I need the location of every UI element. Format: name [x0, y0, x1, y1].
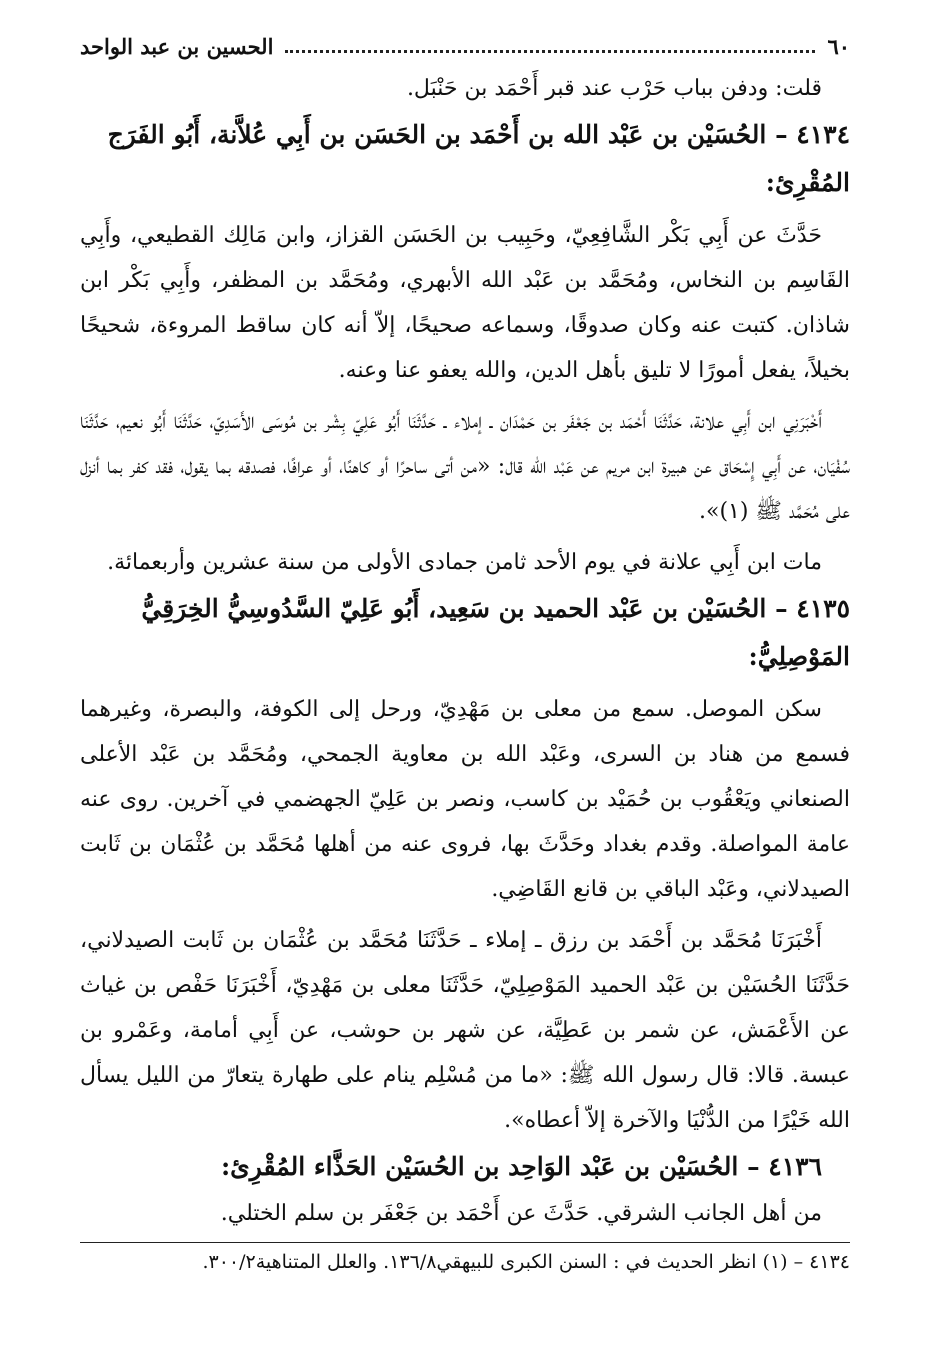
paragraph-4135-hadith: أَخْبَرَنَا مُحَمَّد بن أَحْمَد بن رزق ـ إملاء ـ حَدَّثَنَا مُحَمَّد بن عُثْمَان بن ثَابت الصيدلاني، حَدَّثَنَا الحُسَيْن بن عَبْد الحميد المَوْصِلِيّ، حَدَّثَنَا معلى بن مَهْدِيّ، أَخْبَرَنَا حَفْص بن غياث عن الأَعْمَش، عن شمر بن عَطِيَّة، عن شهر بن حوشب، عن أَبِي أمامة، وعَمْرو بن عبسة. قالا: قال رسول الله ﷺ: «ما من مُسْلِم ينام على طهارة يتعارّ من الليل يسأل الله خَيْرًا من الدُّنْيَا والآخرة إلاّ أعطاه».: [80, 928, 850, 1133]
entry-heading-4134: ٤١٣٤ – الحُسَيْن بن عَبْد الله بن أَحْمَد بن الحَسَن بن أَبِي عُلاَّنة، أَبُو الفَرَج المُقْرِئ:: [107, 120, 850, 197]
header-dot-leader: [285, 40, 815, 53]
paragraph-4136-bio: من أهل الجانب الشرقي. حَدَّثَ عن أَحْمَد بن جَعْفَر بن سلم الختلي.: [220, 1201, 822, 1226]
paragraph-burial-note: قلت: ودفن بباب حَرْب عند قبر أَحْمَد بن حَنْبَل.: [406, 76, 822, 101]
footnote: ٤١٣٤ – (١) انظر الحديث في : السنن الكبرى للبيهقي١٣٦/٨. والعلل المتناهية٣٠٠/٢.: [202, 1251, 850, 1273]
page-header: [80, 30, 850, 62]
paragraph-4134-hadith: أَخْبَرَنِي ابن أَبِي علانة، حَدَّثَنَا أَحْمَد بن جَعْفَر بن حَمْدَان ـ إملاء ـ حَدَّثَنَا أَبُو عَلِيّ بِشْر بن مُوسَى الأَسَدِيّ، حَدَّثَنَا أَبُو نعيم، حَدَّثَنَا سُفْيَان، عن أَبِي إِسْحَاق عن هبيرة ابن مريم عن عَبْد الله قال: «من أتى ساحرًا أو كاهنًا، أو عرافًا، فصدقه بما يقول، فقد كفر بما أنزل على مُحَمَّد ﷺ (١)».: [80, 409, 850, 524]
paragraph-4134-bio: حَدَّثَ عن أَبِي بَكْر الشَّافِعِيّ، وحَبِيب بن الحَسَن القزاز، وابن مَالِك القطيعي، وأَبِي القَاسِم بن النخاس، ومُحَمَّد بن عَبْد الله الأبهري، ومُحَمَّد بن المظفر، وأَبِي بَكْر ابن شاذان. كتبت عنه وكان صدوقًا، وسماعه صحيحًا، إلاّ أنه كان ساقط المروءة، شحيحًا بخيلاً، يفعل أمورًا لا تليق بأهل الدين، والله يعفو عنا وعنه.: [80, 223, 850, 383]
footnote-divider: [80, 1242, 850, 1243]
paragraph-4135-bio: سكن الموصل. سمع من معلى بن مَهْدِيّ، ورحل إلى الكوفة، والبصرة، وغيرهما فسمع من هناد بن السرى، وعَبْد الله بن معاوية الجمحي، ومُحَمَّد بن عَبْد الأعلى الصنعاني ويَعْقُوب بن حُمَيْد بن كاسب، ونصر بن عَلِيّ الجهضمي في آخرين. روى عنه عامة المواصلة. وقدم بغداد وحَدَّثَ بها، فروى عنه من أهلها مُحَمَّد بن عُثْمَان بن ثَابت الصيدلاني، وعَبْد الباقي بن قانع القَاضِي.: [80, 697, 850, 902]
book-page: [80, 30, 850, 1340]
page-number: ٦٠: [827, 33, 850, 59]
entry-heading-4135: ٤١٣٥ – الحُسَيْن بن عَبْد الحميد بن سَعِيد، أَبُو عَلِيّ السَّدُوسِيُّ الخِرَقِيُّ المَوْصِلِيُّ:: [141, 594, 850, 671]
entry-heading-4136: ٤١٣٦ – الحُسَيْن بن عَبْد الوَاحِد بن الحُسَيْن الحَذَّاء المُقْرِئ:: [220, 1152, 822, 1181]
running-title: الحسين بن عبد الواحد: [80, 33, 274, 59]
paragraph-4134-death: مات ابن أَبِي علانة في يوم الأحد ثامن جمادى الأولى من سنة عشرين وأربعمائة.: [107, 550, 822, 575]
